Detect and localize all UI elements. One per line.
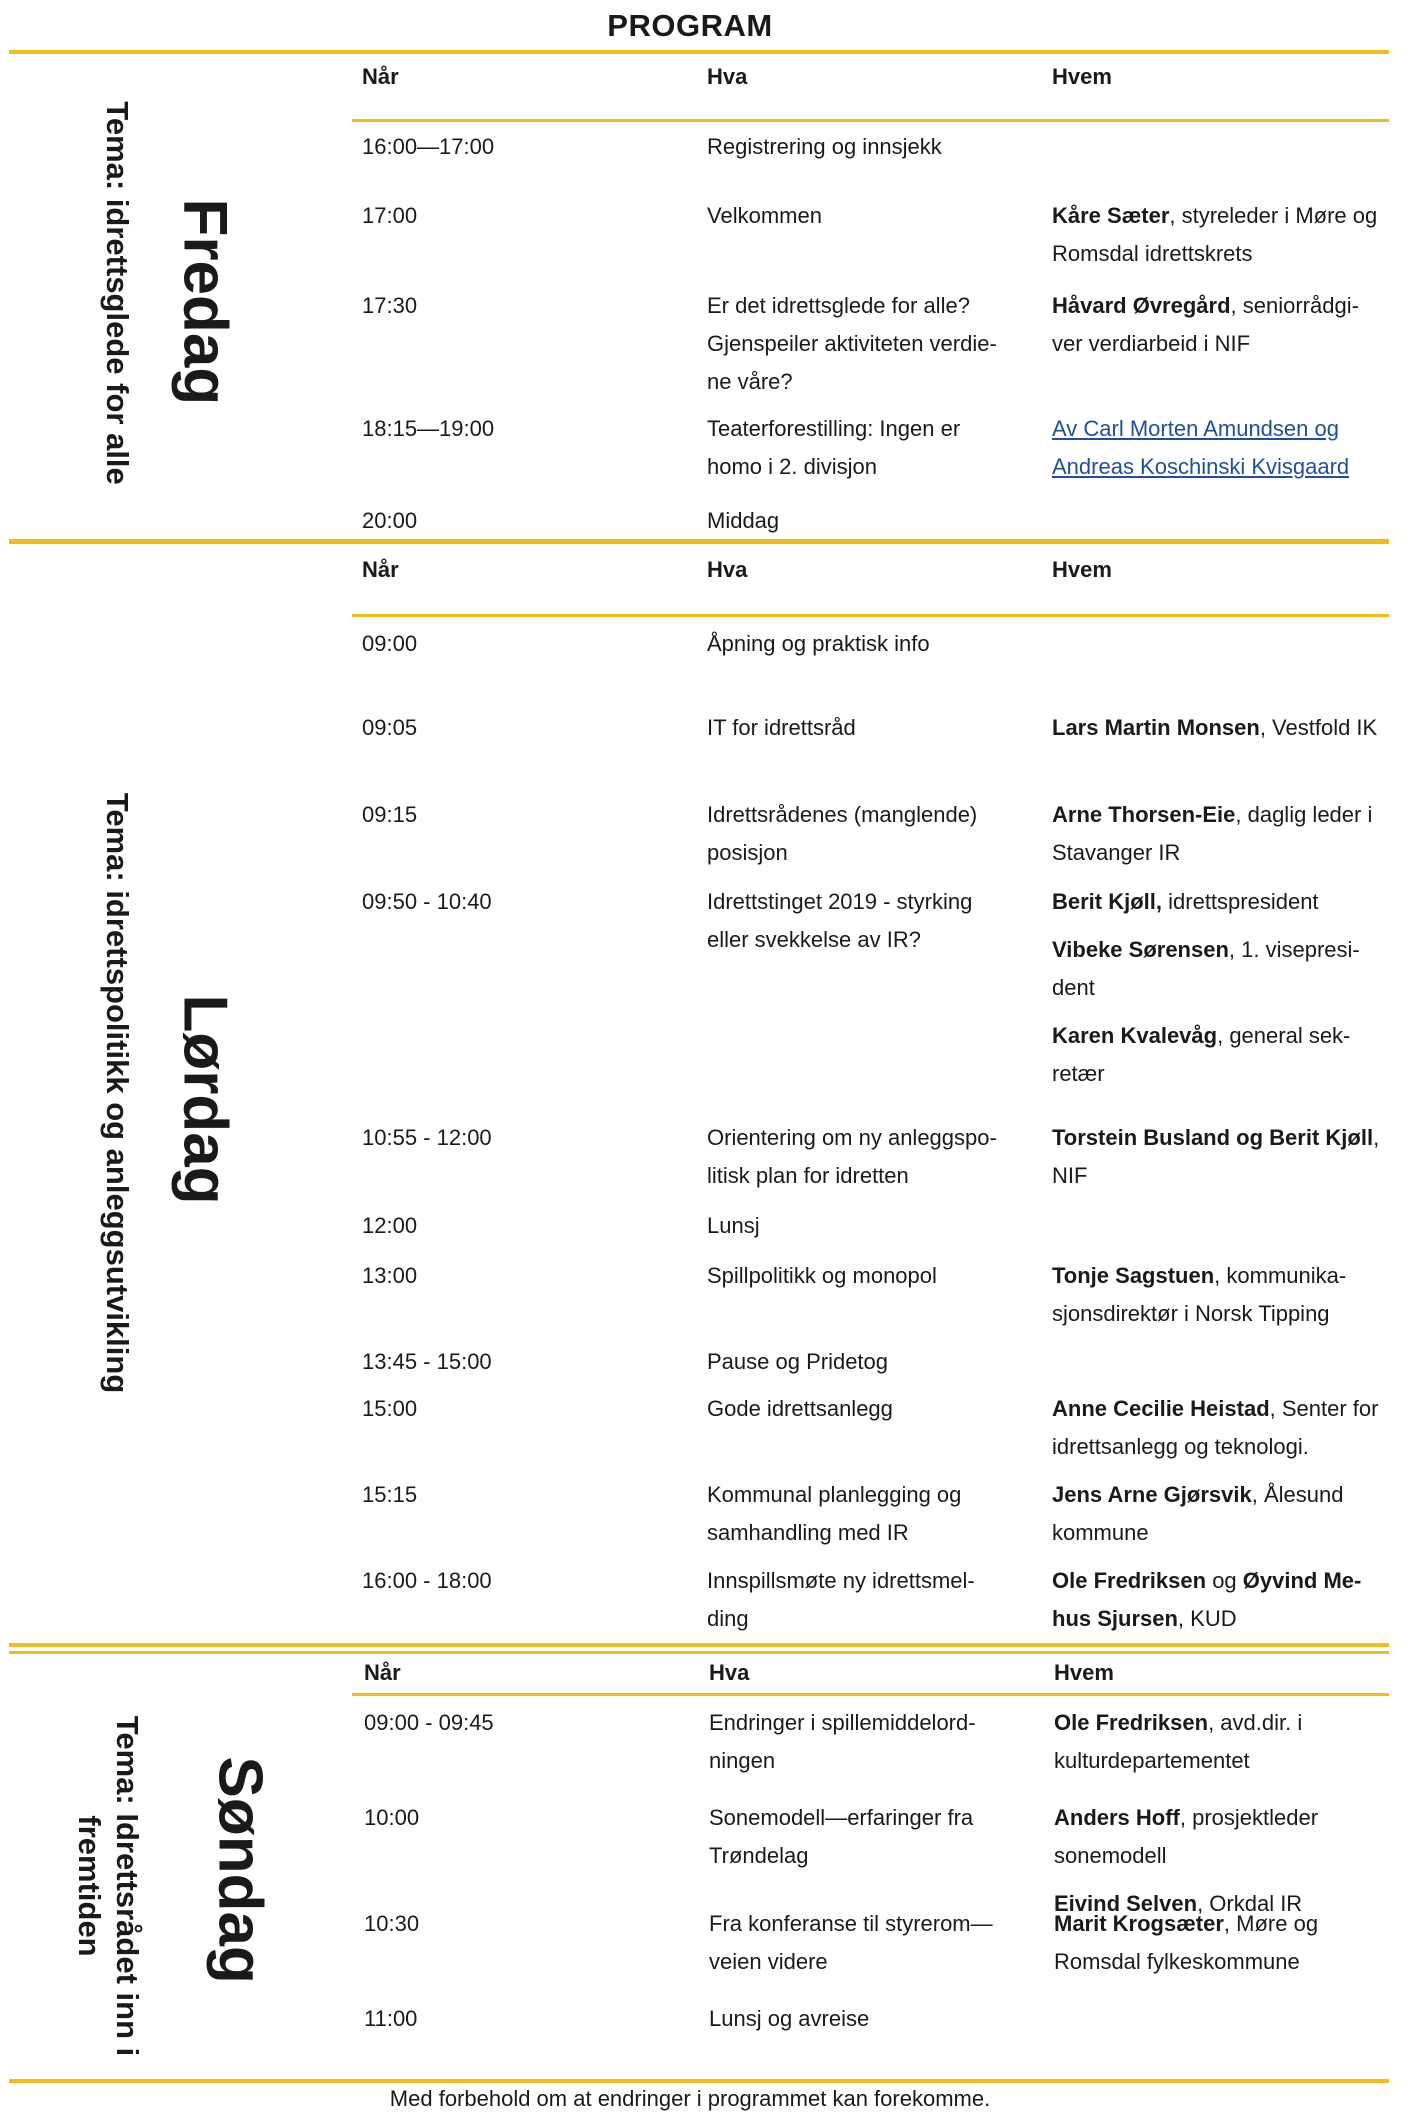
speaker-cell bbox=[1052, 287, 1382, 363]
speaker-cell bbox=[1052, 1562, 1382, 1638]
header-what: Hva bbox=[707, 64, 748, 89]
time-cell: 09:00 bbox=[362, 631, 418, 656]
speaker-name: Anders Hoff bbox=[1054, 1805, 1180, 1830]
speaker-link[interactable]: Av Carl Morten Amundsen og Andreas Koschinski Kvisgaard bbox=[1052, 416, 1350, 479]
page-title: PROGRAM bbox=[607, 8, 773, 43]
time-cell: 09:50 - 10:40 bbox=[362, 889, 492, 914]
speaker-cell bbox=[1052, 709, 1382, 747]
time-cell: 20:00 bbox=[362, 508, 418, 533]
day-title: Lørdag bbox=[170, 994, 240, 1205]
speaker-role: , KUD bbox=[1177, 1606, 1237, 1631]
header-when: Når bbox=[362, 64, 399, 89]
time-cell: 16:00 - 18:00 bbox=[362, 1568, 492, 1593]
time-cell: 16:00—17:00 bbox=[362, 134, 495, 159]
day-theme: Tema: idrettsglede for alle bbox=[100, 101, 135, 485]
speaker-role: , prosjektleder sonemodell bbox=[1054, 1805, 1319, 1868]
time-cell: 10:55 - 12:00 bbox=[362, 1125, 492, 1150]
footer-note: Med forbehold om at endringer i programmet kan forekomme. bbox=[389, 2086, 991, 2111]
speaker-role: , Møre og Romsdal fylkeskommune bbox=[1054, 1911, 1319, 1974]
speaker-name: Vibeke Sørensen bbox=[1052, 937, 1229, 962]
speaker-name: Kåre Sæter bbox=[1052, 203, 1170, 228]
divider bbox=[9, 1651, 1389, 1654]
speaker-role: , seniorrådgi-ver verdiarbeid i NIF bbox=[1052, 293, 1359, 356]
day-theme: Tema: Idrettsrådet inn i fremtiden bbox=[72, 1715, 145, 2057]
divider bbox=[352, 119, 1389, 122]
topic-cell: Idrettsrådenes (manglende) posisjon bbox=[707, 802, 978, 865]
time-cell: 10:30 bbox=[364, 1911, 420, 1936]
speaker-role: , Orkdal IR bbox=[1197, 1891, 1303, 1916]
topic-cell: IT for idrettsråd bbox=[707, 715, 856, 740]
speaker-cell bbox=[1052, 796, 1382, 872]
time-cell: 10:00 bbox=[364, 1805, 420, 1830]
topic-cell: Registrering og innsjekk bbox=[707, 134, 942, 159]
speaker-cell bbox=[1052, 1119, 1382, 1195]
speaker-name: Eivind Selven bbox=[1054, 1891, 1198, 1916]
topic-cell: Teaterforestilling: Ingen er homo i 2. divisjon bbox=[707, 416, 961, 479]
time-cell: 09:15 bbox=[362, 802, 418, 827]
time-cell: 13:45 - 15:00 bbox=[362, 1349, 492, 1374]
topic-cell: Åpning og praktisk info bbox=[707, 631, 930, 656]
speaker-name: Anne Cecilie Heistad bbox=[1052, 1396, 1270, 1421]
header-who: Hvem bbox=[1052, 557, 1112, 582]
speaker-name: Jens Arne Gjørsvik bbox=[1052, 1482, 1252, 1507]
time-cell: 15:00 bbox=[362, 1396, 418, 1421]
divider bbox=[9, 1643, 1389, 1647]
header-who: Hvem bbox=[1052, 64, 1112, 89]
divider bbox=[9, 2079, 1389, 2083]
time-cell: 18:15—19:00 bbox=[362, 416, 495, 441]
speaker-name: Lars Martin Monsen bbox=[1052, 715, 1260, 740]
speaker-name: Berit Kjøll, bbox=[1052, 889, 1163, 914]
speaker-name: Marit Krogsæter bbox=[1054, 1911, 1224, 1936]
topic-cell: Velkommen bbox=[707, 203, 822, 228]
header-when: Når bbox=[364, 1660, 401, 1685]
header-who: Hvem bbox=[1054, 1660, 1114, 1685]
header-when: Når bbox=[362, 557, 399, 582]
topic-cell: Kommunal planlegging og samhandling med IR bbox=[707, 1482, 962, 1545]
speaker-cell[interactable] bbox=[1052, 410, 1382, 486]
speaker-role: , styreleder i Møre og Romsdal idrettskrets bbox=[1052, 203, 1378, 266]
speaker-role: , daglig leder i Stavanger IR bbox=[1052, 802, 1373, 865]
speaker-name: Håvard Øvregård bbox=[1052, 293, 1231, 318]
divider bbox=[352, 614, 1389, 617]
speaker-name: Arne Thorsen-Eie bbox=[1052, 802, 1236, 827]
speaker-cell bbox=[1054, 1704, 1384, 1780]
topic-cell: Lunsj bbox=[707, 1213, 760, 1238]
topic-cell: Gode idrettsanlegg bbox=[707, 1396, 893, 1421]
speaker-role: og bbox=[1206, 1568, 1243, 1593]
day-title: Fredag bbox=[170, 198, 240, 406]
speaker-role: , Ålesund kommune bbox=[1052, 1482, 1344, 1545]
speaker-role: , avd.dir. i kulturdepartementet bbox=[1054, 1710, 1303, 1773]
speaker-cell bbox=[1052, 1390, 1382, 1466]
speaker-role: , Senter for idrettsanlegg og teknologi. bbox=[1052, 1396, 1379, 1459]
day-theme: Tema: idrettspolitikk og anleggsutvikling bbox=[100, 792, 135, 1394]
divider bbox=[9, 50, 1389, 54]
topic-cell: Lunsj og avreise bbox=[709, 2006, 870, 2031]
speaker-role: , kommunika-sjonsdirektør i Norsk Tipping bbox=[1052, 1263, 1347, 1326]
speaker-name: Torstein Busland og Berit Kjøll bbox=[1052, 1125, 1374, 1150]
speaker-cell bbox=[1052, 1257, 1382, 1333]
time-cell: 17:30 bbox=[362, 293, 418, 318]
speaker-cell bbox=[1052, 1476, 1382, 1552]
time-cell: 11:00 bbox=[364, 2006, 418, 2031]
speaker-name: Øyvind Me-hus Sjursen bbox=[1052, 1568, 1362, 1631]
header-what: Hva bbox=[707, 557, 748, 582]
time-cell: 17:00 bbox=[362, 203, 418, 228]
topic-cell: Idrettstinget 2019 - styrking eller svekkelse av IR? bbox=[707, 889, 973, 952]
speaker-role: , general sek-retær bbox=[1052, 1023, 1351, 1086]
speaker-name: Karen Kvalevåg bbox=[1052, 1023, 1218, 1048]
time-cell: 12:00 bbox=[362, 1213, 418, 1238]
speaker-role: idrettspresident bbox=[1162, 889, 1319, 914]
speaker-name: Tonje Sagstuen bbox=[1052, 1263, 1215, 1288]
speaker-name: Ole Fredriksen bbox=[1054, 1710, 1209, 1735]
topic-cell: Orientering om ny anleggspo-litisk plan for idretten bbox=[707, 1125, 997, 1188]
time-cell: 13:00 bbox=[362, 1263, 418, 1288]
time-cell: 09:05 bbox=[362, 715, 418, 740]
speaker-name: Ole Fredriksen bbox=[1052, 1568, 1207, 1593]
divider bbox=[352, 1693, 1389, 1696]
time-cell: 09:00 - 09:45 bbox=[364, 1710, 494, 1735]
topic-cell: Middag bbox=[707, 508, 780, 533]
header-what: Hva bbox=[709, 1660, 750, 1685]
topic-cell: Endringer i spillemiddelord-ningen bbox=[709, 1710, 976, 1773]
topic-cell: Spillpolitikk og monopol bbox=[707, 1263, 937, 1288]
topic-cell: Sonemodell—erfaringer fra Trøndelag bbox=[709, 1805, 974, 1868]
topic-cell: Fra konferanse til styrerom—veien videre bbox=[709, 1911, 993, 1974]
day-title: Søndag bbox=[205, 1756, 275, 1984]
speaker-role: , NIF bbox=[1052, 1125, 1380, 1188]
time-cell: 15:15 bbox=[362, 1482, 418, 1507]
topic-cell: Innspillsmøte ny idrettsmel-ding bbox=[707, 1568, 975, 1631]
speaker-cell bbox=[1052, 883, 1382, 1093]
divider bbox=[9, 539, 1389, 544]
topic-cell: Pause og Pridetog bbox=[707, 1349, 889, 1374]
speaker-role: , Vestfold IK bbox=[1259, 715, 1378, 740]
speaker-cell bbox=[1052, 197, 1382, 273]
speaker-cell bbox=[1054, 1905, 1384, 1981]
speaker-role: , 1. visepresi-dent bbox=[1052, 937, 1360, 1000]
topic-cell: Er det idrettsglede for alle? Gjenspeiler aktiviteten verdie-ne våre? bbox=[707, 293, 997, 394]
